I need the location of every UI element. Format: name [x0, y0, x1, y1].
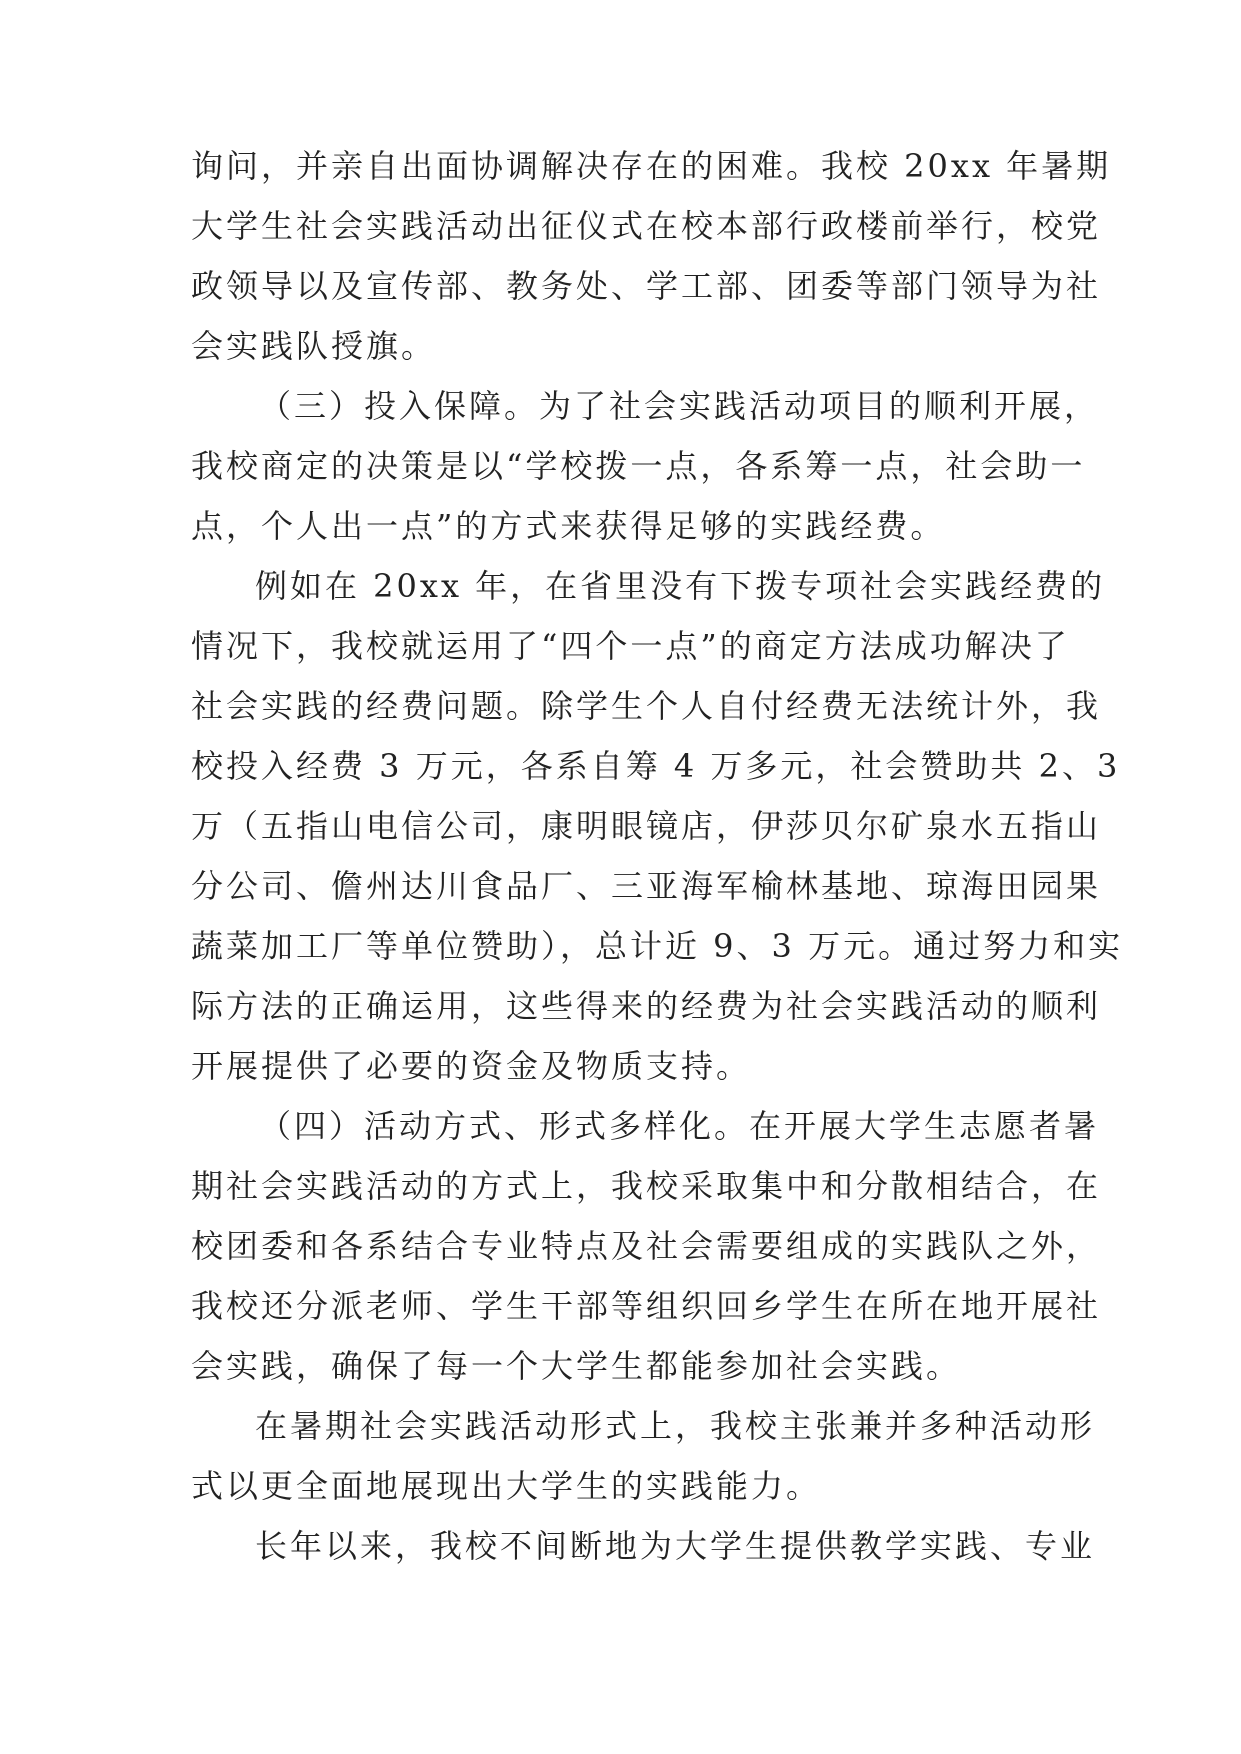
text-line: 式以更全面地展现出大学生的实践能力。: [191, 1467, 822, 1505]
text-line: 期社会实践活动的方式上，我校采取集中和分散相结合，在: [191, 1167, 1102, 1205]
text-line: 例如在 20xx 年，在省里没有下拨专项社会实践经费的: [255, 567, 1106, 605]
text-line: （三）投入保障。为了社会实践活动项目的顺利开展，: [259, 387, 1100, 425]
text-line: 我校还分派老师、学生干部等组织回乡学生在所在地开展社: [191, 1287, 1102, 1325]
text-line: 在暑期社会实践活动形式上，我校主张兼并多种活动形: [255, 1407, 1096, 1445]
text-line: 会实践队授旗。: [191, 327, 437, 365]
text-line: 政领导以及宣传部、教务处、学工部、团委等部门领导为社: [191, 267, 1102, 305]
text-line: 开展提供了必要的资金及物质支持。: [191, 1047, 752, 1085]
text-line: 点，个人出一点”的方式来获得足够的实践经费。: [191, 507, 946, 545]
text-line: 际方法的正确运用，这些得来的经费为社会实践活动的顺利: [191, 987, 1102, 1025]
text-line: 校投入经费 3 万元，各系自筹 4 万多元，社会赞助共 2、3: [191, 747, 1121, 785]
text-line: 询问，并亲自出面协调解决存在的困难。我校 20xx 年暑期: [191, 147, 1112, 185]
text-line: 社会实践的经费问题。除学生个人自付经费无法统计外，我: [191, 687, 1102, 725]
text-line: 大学生社会实践活动出征仪式在校本部行政楼前举行，校党: [191, 207, 1102, 245]
text-line: 校团委和各系结合专业特点及社会需要组成的实践队之外，: [191, 1227, 1102, 1265]
text-line: 情况下，我校就运用了“四个一点”的商定方法成功解决了: [191, 627, 1070, 665]
text-line: 长年以来，我校不间断地为大学生提供教学实践、专业: [255, 1527, 1096, 1565]
text-line: 万（五指山电信公司，康明眼镜店，伊莎贝尔矿泉水五指山: [191, 807, 1102, 845]
text-line: （四）活动方式、形式多样化。在开展大学生志愿者暑: [259, 1107, 1100, 1145]
text-line: 我校商定的决策是以“学校拨一点，各系筹一点，社会助一: [191, 447, 1086, 485]
text-line: 会实践，确保了每一个大学生都能参加社会实践。: [191, 1347, 962, 1385]
text-line: 蔬菜加工厂等单位赞助），总计近 9、3 万元。通过努力和实: [191, 927, 1124, 965]
text-line: 分公司、儋州达川食品厂、三亚海军榆林基地、琼海田园果: [191, 867, 1102, 905]
